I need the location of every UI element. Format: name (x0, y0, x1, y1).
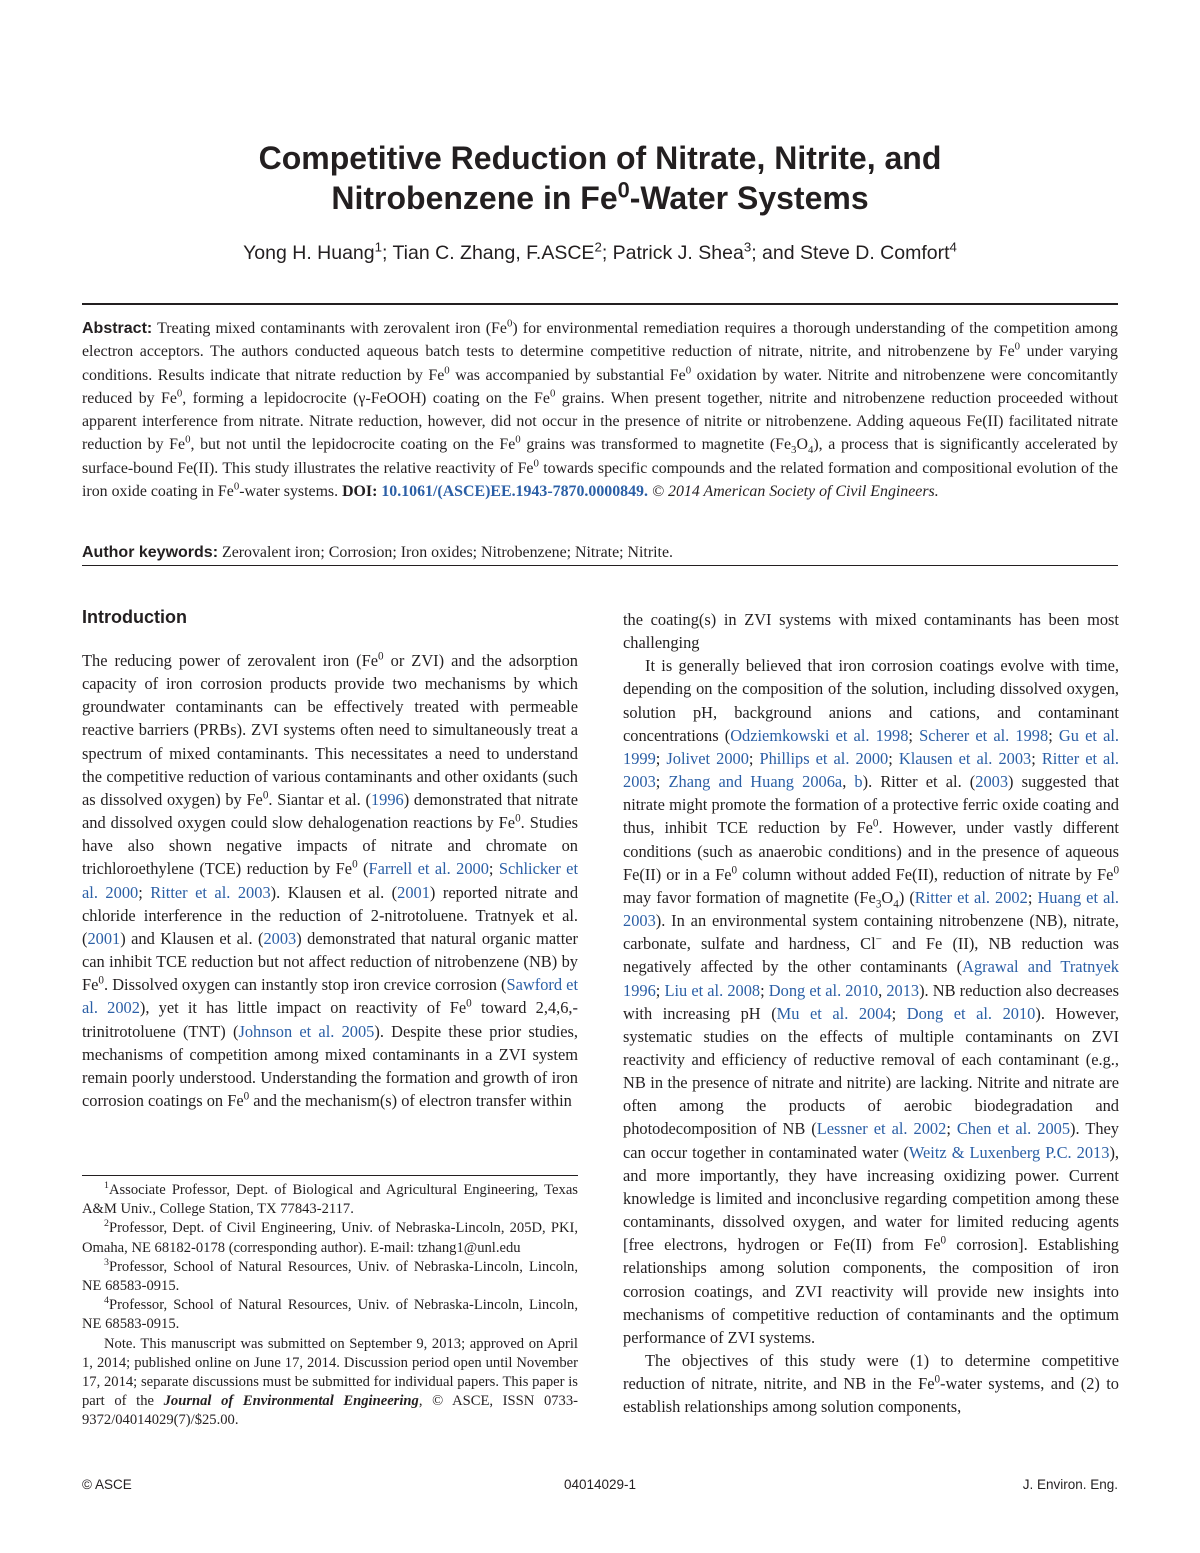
citation-link[interactable]: Scherer et al. 1998 (919, 725, 1049, 745)
copyright-notice: © 2014 American Society of Civil Engineers. (651, 483, 939, 501)
citation-link[interactable]: Weitz & Luxenberg P.C. 2013 (908, 1142, 1110, 1162)
title-line-2: Nitrobenzene in Fe (331, 180, 618, 216)
paragraph: It is generally believed that iron corrosion coatings evolve with time, depending on the composition of the solution, including dissolved oxygen, solution pH, background anions and cations, and contaminant concentrations (Odziemkowski et al. 1998; Scherer et al. 1998; Gu et al. 1999; Jolivet 2000; Phillips et al. 2000; Klausen et al. 2003; Ritter et al. 2003; Zhang and Huang 2006a, b). Ritter et al. (2003) suggested that nitrate might promote the formation of a protective ferric oxide coating and thus, inhibit TCE reduction by Fe$^0$. However, under vastly different conditions (such as anaerobic conditions) and in the presence of aqueous Fe(II) or in a Fe$^0$ column without added Fe(II), reduction of nitrate by Fe$^0$ may favor formation of magnetite $(Fe_3O_4)$ (Ritter et al. 2002; Huang et al. 2003). In an environmental system containing nitrobenzene (NB), nitrate, carbonate, sulfate and hardness, Cl− and Fe (II), NB reduction was negatively affected by the other contaminants (Agrawal and Tratnyek 1996; Liu et al. 2008; Dong et al. 2010, 2013). NB reduction also decreases with increasing pH (Mu et al. 2004; Dong et al. 2010). However, systematic studies on the effects of multiple contaminants on ZVI reactivity and efficiency of reductive removal of each contaminant (e.g., NB in the presence of nitrate and nitrite) are lacking. Nitrite and nitrate are often among the products of aerobic biodegradation and photodecomposition of NB (Lessner et al. 2002; Chen et al. 2005). They can occur together in contaminated water (Weitz & Luxenberg P.C. 2013), and more importantly, they have increasing oxidizing power. Current knowledge is limited and inconclusive regarding competition among these contaminants, dissolved oxygen, and water for limited reducing agents [free electrons, hydrogen or Fe(II) from Fe$^0$ corrosion]. Establishing relationships among solution components, the composition of iron corrosion coatings, and ZVI reactivity will provide new insights into mechanisms of competitive reduction of contaminants and the optimum performance of ZVI systems. (623, 656, 1120, 1347)
citation-link[interactable]: Mu et al. 2004 (776, 1003, 892, 1023)
citation-link[interactable]: Zhang and Huang 2006a (668, 772, 843, 792)
author-list (82, 240, 1118, 266)
citation-link[interactable]: 1996 (370, 789, 404, 809)
citation-link[interactable]: b (854, 772, 863, 792)
citation-link[interactable]: 2003 (263, 928, 297, 948)
manuscript-note: Note. This manuscript was submitted on September 9, 2013; approved on April 1, 2014; published online on June 17, 2014. Discussion period open until November 17, 2014; separate discussions must be submitted for individual papers. This paper is part of the Journal of Environmental Engineering, © ASCE, ISSN 0733-9372/04014029(7)/$25.00. (82, 1335, 578, 1429)
paper-title (82, 138, 1118, 218)
footnote: $^2$Professor, Dept. of Civil Engineering, Univ. of Nebraska-Lincoln, 205D, PKI, Omaha, NE 68182-0178 (corresponding author). E-mail: tzhang1@unl.edu (82, 1218, 578, 1256)
citation-link[interactable]: Ritter et al. 2002 (914, 887, 1028, 907)
citation-link[interactable]: Agrawal and Tratnyek 1996 (623, 957, 1119, 1000)
citation-link[interactable]: Ritter et al. 2003 (623, 748, 1119, 792)
citation-link[interactable]: Farrell et al. 2000 (368, 859, 489, 879)
footnote-rule (82, 1175, 578, 1176)
author-name: ; Patrick J. Shea (601, 242, 744, 264)
citation-link[interactable]: 2013 (886, 980, 920, 1000)
author-name: ; and Steve D. Comfort (751, 242, 950, 264)
journal-name: Journal of Environmental Engineering (163, 1393, 419, 1410)
citation-link[interactable]: Chen et al. 2005 (956, 1119, 1071, 1139)
keywords-bottom-rule (82, 565, 1118, 566)
citation-link[interactable]: 2001 (87, 928, 121, 948)
abstract: Abstract: Treating mixed contaminants with zerovalent iron (Fe$^0$) for environmental remediation requires a thorough understanding of the competition among electron acceptors. The authors conducted aqueous batch tests to determine competitive reduction of nitrate, nitrite, and nitrobenzene by Fe$^0$ under varying conditions. Results indicate that nitrate reduction by Fe$^0$ was accompanied by substantial Fe$^0$ oxidation by water. Nitrite and nitrobenzene were concomitantly reduced by Fe$^0$, forming a lepidocrocite (γ-FeOOH) coating on the Fe$^0$ grains. When present together, nitrite and nitrobenzene reduction proceeded without apparent interference from nitrate. Nitrate reduction, however, did not occur in the presence of nitrite or nitrobenzene. Adding aqueous Fe(II) facilitated nitrate reduction by Fe$^0$, but not until the lepidocrocite coating on the Fe$^0$ grains was transformed to magnetite $(Fe_3O_4)$, a process that is significantly accelerated by surface-bound Fe(II). This study illustrates the relative reactivity of Fe$^0$ towards specific compounds and the related formation and compositional evolution of the iron oxide coating in Fe$^0$-water systems. DOI: 10.1061/(ASCE)EE.1943-7870.0000849. © 2014 American Society of Civil Engineers. (82, 317, 1119, 501)
paragraph: The reducing power of zerovalent iron (Fe$^0$ or ZVI) and the adsorption capacity of iron corrosion products provide two mechanisms by which groundwater contaminants can be effectively treated with permeable reactive barriers (PRBs). ZVI systems often need to simultaneously treat a spectrum of mixed contaminants. This necessitates a need to understand the competitive reduction of various contaminants and other oxidants (such as dissolved oxygen) by Fe$^0$. Siantar et al. (1996) demonstrated that nitrate and dissolved oxygen could slow dehalogenation reactions by Fe$^0$. Studies have also shown negative impacts of nitrate and chromate on trichloroethylene (TCE) reduction by Fe$^0$ (Farrell et al. 2000; Schlicker et al. 2000; Ritter et al. 2003). Klausen et al. (2001) reported nitrate and chloride interference in the reduction of 2-nitrotoluene. Tratnyek et al. (2001) and Klausen et al. (2003) demonstrated that natural organic matter can inhibit TCE reduction but not affect reduction of nitrobenzene (NB) by Fe$^0$. Dissolved oxygen can instantly stop iron crevice corrosion (Sawford et al. 2002), yet it has little impact on reactivity of Fe$^0$ toward 2,4,6,-trinitrotoluene (TNT) (Johnson et al. 2005). Despite these prior studies, mechanisms of competition among mixed contaminants in a ZVI system remain poorly understood. Understanding the formation and growth of iron corrosion coatings on Fe$^0$ and the mechanism(s) of electron transfer within (82, 650, 579, 1110)
body-column-left (82, 649, 578, 1112)
citation-link[interactable]: Liu et al. 2008 (664, 980, 761, 1000)
citation-link[interactable]: Odziemkowski et al. 1998 (730, 725, 909, 745)
abstract-top-rule (82, 303, 1118, 305)
doi-label: DOI: (342, 483, 378, 501)
author-mark: 3 (743, 239, 752, 255)
citation-link[interactable]: 2003 (975, 772, 1009, 792)
citation-link[interactable]: Klausen et al. 2003 (898, 748, 1032, 768)
citation-link[interactable]: Phillips et al. 2000 (759, 748, 889, 768)
footer-page-id: 04014029-1 (563, 1477, 637, 1492)
title-line-1: Competitive Reduction of Nitrate, Nitrite, and (258, 140, 942, 176)
footnote: $^3$Professor, School of Natural Resources, Univ. of Nebraska-Lincoln, Lincoln, NE 68583-0915. (82, 1256, 578, 1295)
author-mark: 1 (374, 239, 383, 255)
citation-link[interactable]: Gu et al. 1999 (623, 725, 1119, 768)
citation-link[interactable]: 2001 (397, 882, 430, 902)
footnotes (82, 1181, 578, 1431)
citation-link[interactable]: Lessner et al. 2002 (816, 1119, 947, 1139)
citation-link[interactable]: Schlicker et al. 2000 (82, 859, 578, 902)
section-heading-introduction: Introduction (82, 607, 187, 627)
author-keywords (82, 542, 1118, 564)
citation-link[interactable]: Dong et al. 2010 (906, 1003, 1036, 1023)
paragraph: The objectives of this study were (1) to determine competitive reduction of nitrate, nitrite, and NB in the Fe$^0$-water systems, and (2) to establish relationships among solution components, (623, 1351, 1119, 1417)
author-name: ; Tian C. Zhang, F.ASCE (382, 242, 595, 264)
title-block (82, 138, 1118, 266)
footer-journal: J. Environ. Eng. (1022, 1477, 1118, 1492)
citation-link[interactable]: Johnson et al. 2005 (238, 1021, 375, 1041)
paragraph: the coating(s) in ZVI systems with mixed contaminants has been most challenging (623, 610, 1119, 653)
body-column-right (623, 608, 1119, 1418)
citation-link[interactable]: Ritter et al. 2003 (150, 882, 271, 902)
title-line-2-end: -Water Systems (629, 180, 869, 216)
doi-link[interactable]: 10.1061/(ASCE)EE.1943-7870.0000849. (381, 483, 648, 501)
author-name: Yong H. Huang (243, 242, 375, 264)
footer-publisher: © ASCE (82, 1477, 132, 1492)
footnote: $^1$Associate Professor, Dept. of Biological and Agricultural Engineering, Texas A&M Univ., College Station, TX 77843-2117. (82, 1180, 578, 1218)
author-mark: 4 (949, 239, 957, 255)
abstract-label: Abstract: (82, 320, 153, 337)
citation-link[interactable]: Jolivet 2000 (666, 748, 749, 768)
citation-link[interactable]: Dong et al. 2010 (768, 980, 879, 1000)
citation-link[interactable]: Huang et al. 2003 (623, 887, 1119, 931)
title-superscript: 0 (617, 177, 630, 203)
page-footer (82, 1477, 1118, 1497)
citation-link[interactable]: Sawford et al. 2002 (82, 975, 578, 1018)
keywords-label: Author keywords: (82, 544, 219, 561)
author-mark: 2 (594, 239, 602, 255)
footnote: $^4$Professor, School of Natural Resources, Univ. of Nebraska-Lincoln, Lincoln, NE 68583-0915. (82, 1295, 578, 1333)
keywords-text: Zerovalent iron; Corrosion; Iron oxides; Nitrobenzene; Nitrate; Nitrite. (218, 544, 673, 561)
